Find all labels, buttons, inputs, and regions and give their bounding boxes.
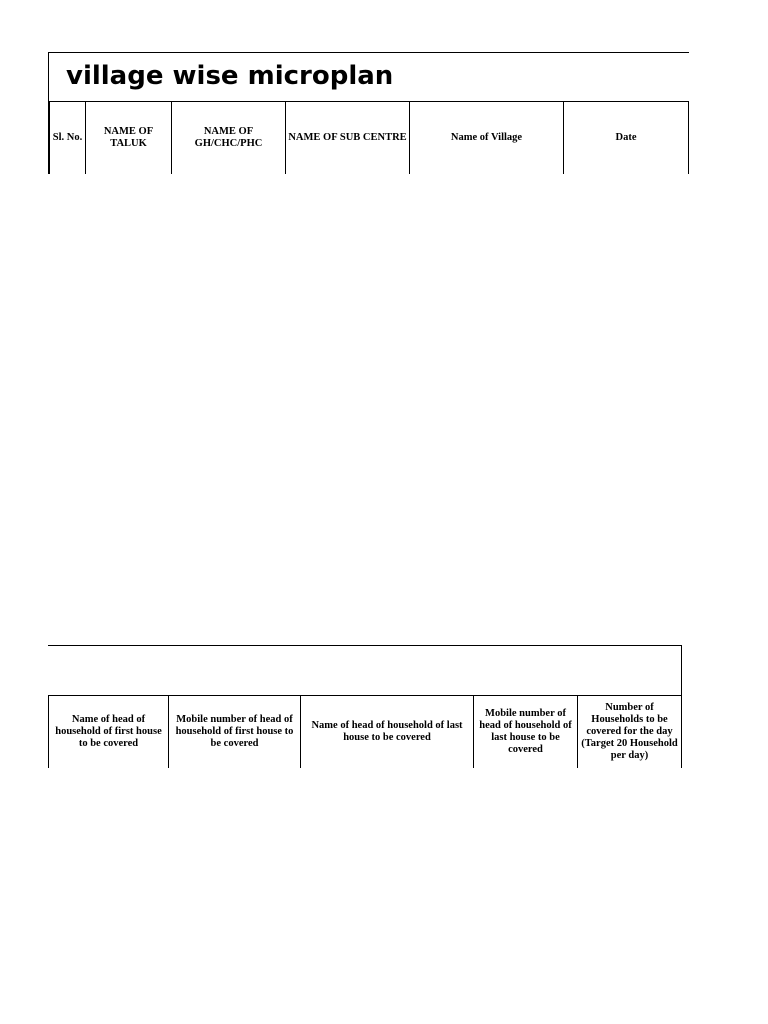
- column-header-first-house-mobile: Mobile number of head of household of first house to be covered: [168, 696, 300, 768]
- column-header-taluk: NAME OF TALUK: [85, 102, 171, 174]
- column-header-last-house-mobile: Mobile number of head of household of last house to be covered: [473, 696, 577, 768]
- column-header-last-house-head: Name of head of household of last house to be covered: [300, 696, 473, 768]
- column-header-first-house-head: Name of head of household of first house to be covered: [48, 696, 168, 768]
- microplan-sheet-bottom: [48, 645, 682, 768]
- column-header-village: Name of Village: [409, 102, 563, 174]
- column-header-sl-no: Sl. No.: [48, 102, 85, 174]
- table-header-row: [48, 695, 682, 768]
- title-row: [48, 52, 689, 102]
- table-header-row: [48, 101, 689, 174]
- column-header-households-target: Number of Households to be covered for the day (Target 20 Household per day): [577, 696, 682, 768]
- microplan-sheet-top: [48, 52, 689, 174]
- column-header-gh-chc-phc: NAME OF GH/CHC/PHC: [171, 102, 285, 174]
- column-header-date: Date: [563, 102, 689, 174]
- blank-title-row: [48, 645, 682, 696]
- column-header-sub-centre: NAME OF SUB CENTRE: [285, 102, 409, 174]
- sheet-title: village wise microplan: [66, 61, 394, 91]
